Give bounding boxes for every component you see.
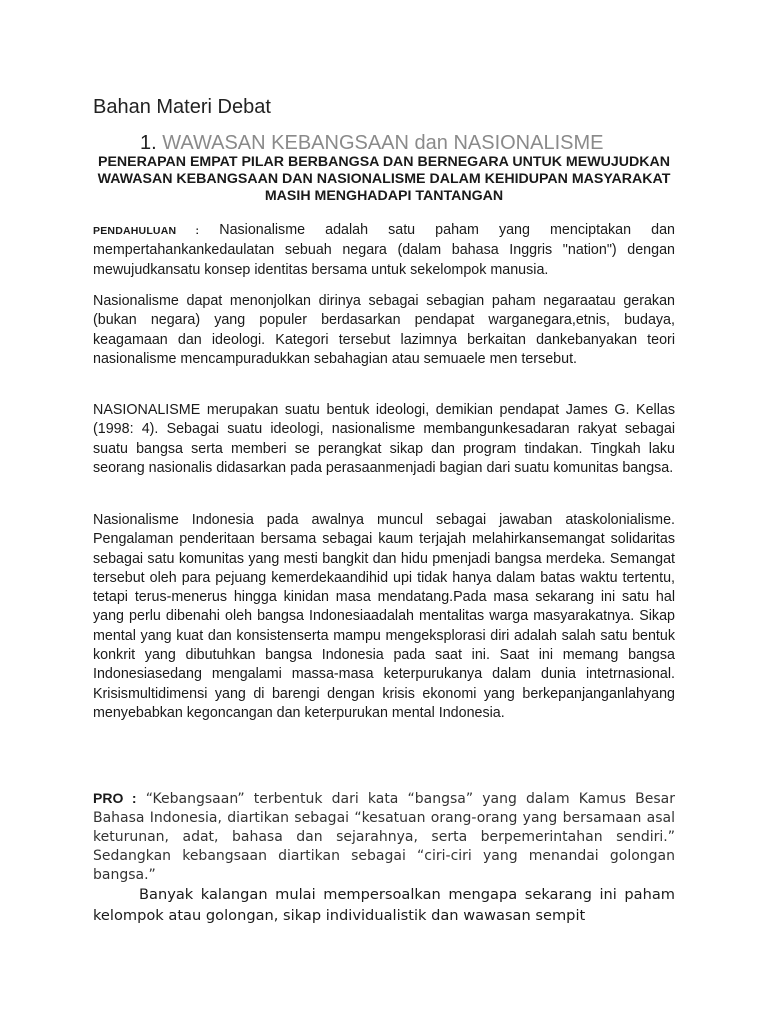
paragraph-3: NASIONALISME merupakan suatu bentuk ideologi, demikian pendapat James G. Kellas (1998: 4). Sebagai suatu ideologi, nasionalisme membangunkesadaran rakyat sebagai suatu bangsa serta memberi se perangkat sikap dan program tindakan. Tingkah laku seorang nasionalis didasarkan pada perasaanmenjadi bagian dari suatu komunitas bangsa. [93,402,675,476]
section-heading [140,132,603,155]
pro-text: “Kebangsaan” terbentuk dari kata “bangsa” yang dalam Kamus Besar Bahasa Indonesia, diartikan sebagai “kesatuan orang-orang yang bersamaan asal keturunan, adat, bahasa dan sejarahnya, serta berpemerintahan sendiri.” Sedangkan kebangsaan diartikan sebagai “ciri-ciri yang menandai golongan bangsa.” [93,791,676,883]
section-number: 1. [140,132,157,154]
pro-paragraph [93,789,675,885]
paragraph-2: Nasionalisme dapat menonjolkan dirinya sebagai sebagian paham negaraatau gerakan (bukan negara) yang populer berdasarkan pendapat warganegara,etnis, budaya, keagamaan dan ideologi. Kategori tersebut lazimnya berkaitan dankebanyakan teori nasionalisme mencampuradukkan sebahagian atau semuaele men tersebut. [93,293,675,367]
paragraph-6: Banyak kalangan mulai mempersoalkan mengapa sekarang ini paham kelompok atau golongan, sikap individualistik dan wawasan sempit [93,886,675,924]
section-title: WAWASAN KEBANGSAAN dan NASIONALISME [162,132,604,154]
intro-paragraph [93,221,675,280]
intro-label: PENDAHULUAN : [93,225,200,237]
subheading: PENERAPAN EMPAT PILAR BERBANGSA DAN BERNEGARA UNTUK MEWUJUDKAN WAWASAN KEBANGSAAN DAN NASIONALISME DALAM KEHIDUPAN MASYARAKAT MASIH MENGHADAPI TANTANGAN [97,154,671,204]
document-title: Bahan Materi Debat [93,96,271,118]
paragraph-4: Nasionalisme Indonesia pada awalnya muncul sebagai jawaban ataskolonialisme. Pengalaman penderitaan bersama sebagai kaum terjajah melahirkansemangat solidaritas sebagai satu komunitas yang mesti bangkit dan hidu pmenjadi bangsa merdeka. Semangat tersebut oleh para pejuang kemerdekaandihid upi tidak hanya dalam batas waktu tertentu, tetapi terus-menerus hingga kinidan masa mendatang.Pada masa sekarang ini satu hal yang perlu dibenahi oleh bangsa Indonesiaadalah mentalitas warga masyarakatnya. Sikap mental yang kuat dan konsistenserta mampu mengeksplorasi diri adalah salah satu bentuk konkrit yang dibutuhkan bangsa Indonesia pada saat ini. Saat ini memang bangsa Indonesiasedang mengalami massa-masa keterpurukanya dalam dunia intetrnasional. Krisismultidimensi yang di barengi dengan krisis ekonomi yang berkepanjanganlahyang menyebabkan kegoncangan dan keterpurukan mental Indonesia. [93,512,675,721]
pro-label: PRO : [93,790,137,806]
intro-text: Nasionalisme adalah satu paham yang menciptakan dan mempertahankankedaulatan sebuah negara (dalam bahasa Inggris "nation") dengan mewujudkansatu konsep identitas bersama untuk sekelompok manusia. [93,222,675,278]
